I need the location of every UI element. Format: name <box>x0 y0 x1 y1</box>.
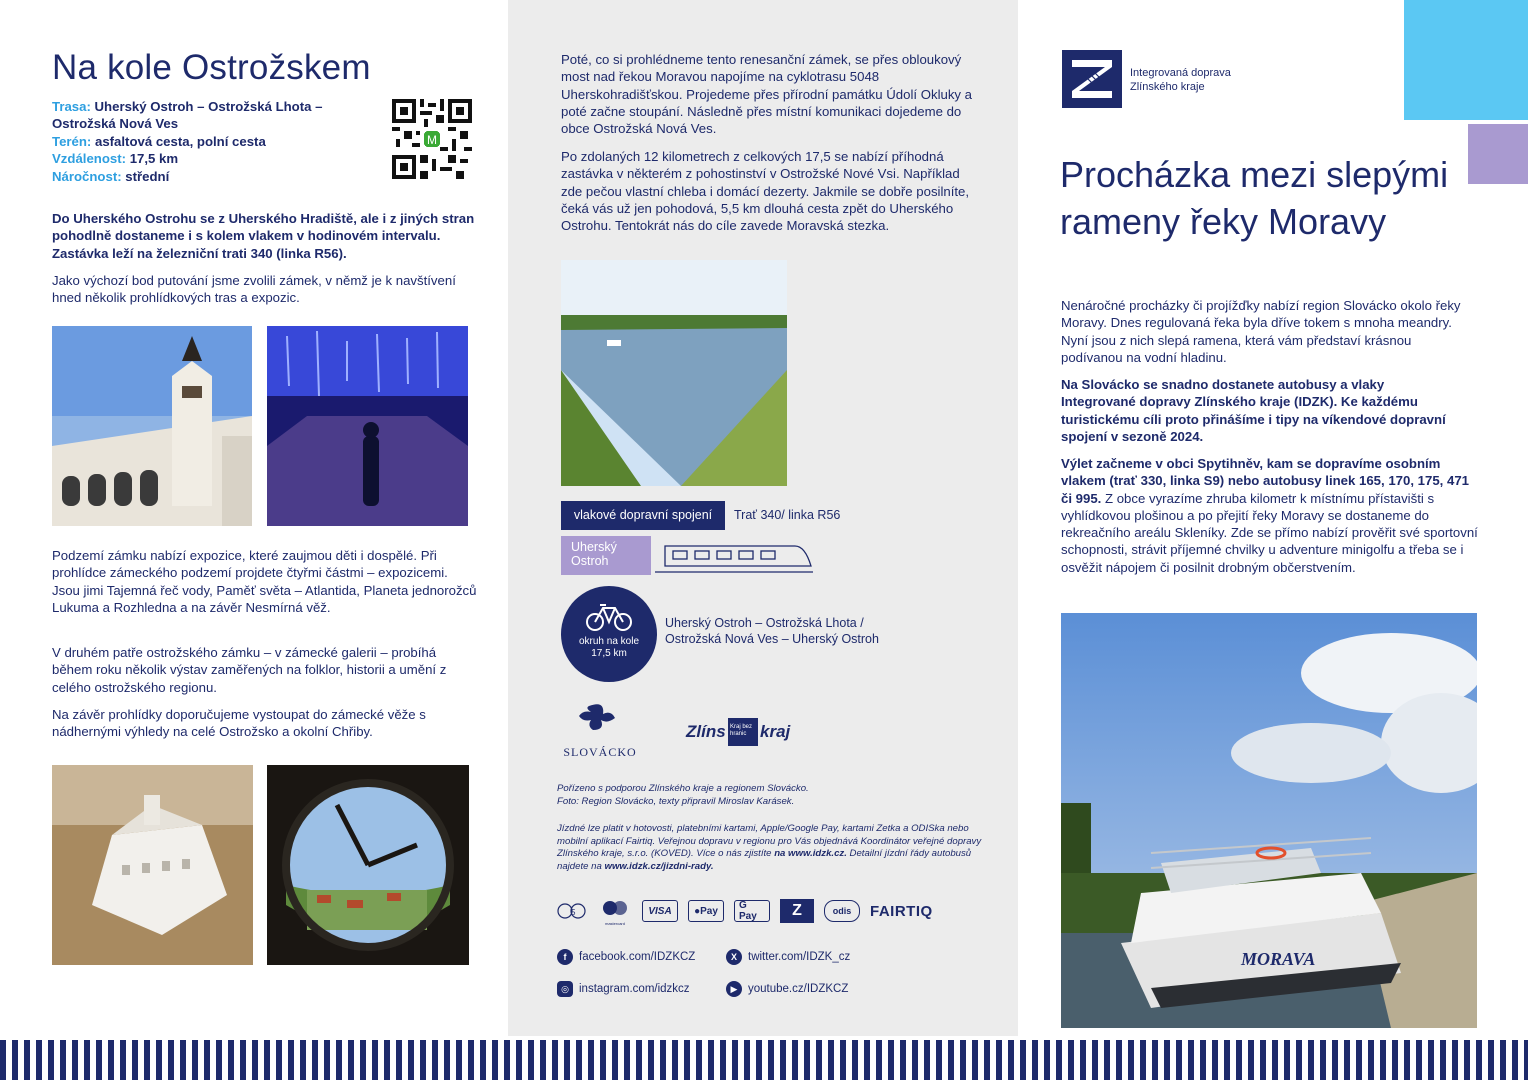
castle-model-photo <box>52 765 253 965</box>
boat-name-text: MORAVA <box>1241 949 1316 969</box>
difficulty-value: střední <box>125 168 170 184</box>
visa-icon: VISA <box>642 900 678 922</box>
twitter-link[interactable]: X twitter.com/IDZK_cz <box>726 949 850 965</box>
left-paragraph-4: V druhém patře ostrožského zámku – v zámecké galerii – probíhá během roku několik výstav zaměřených na folklor, historii a umění z celého ostrožského regionu. <box>52 645 447 695</box>
stop-name: Uherský Ostroh <box>561 536 651 575</box>
difficulty-label: Náročnost: <box>52 168 122 184</box>
left-intro: Do Uherského Ostrohu se z Uherského Hradiště, ale i z jiných stran pohodlně dostaneme i s kolem vlakem v hodinovém intervalu. Zastávka leží na železniční trati 340 (linka R56). <box>52 211 475 261</box>
x-twitter-icon: X <box>726 949 742 965</box>
mastercard-text: mastercard <box>604 921 625 926</box>
facebook-icon: f <box>557 949 573 965</box>
terrain-value: asfaltová cesta, polní cesta <box>95 133 266 149</box>
train-icon <box>655 536 813 576</box>
mid-paragraph-1: Poté, co si prohlédneme tento renesanční zámek, se přes obloukový most nad řekou Moravou napojíme na cyklotrasu 5048 Uherskohradišťskou. Projedeme přes přírodní památku Údolí Okluky a poté začne stoupání. Následně přes místní komunikaci dojedeme do obce Ostrožská Nová Ves. <box>561 52 973 137</box>
left-paragraph-5: Na závěr prohlídky doporučujeme vystoupat do zámecké věže s nádhernými výhledy na celé Ostrožsko a okolní Chřiby. <box>52 707 426 740</box>
left-paragraph-2: Jako výchozí bod putování jsme zvolili zámek, v němž je k navštívení hned několik prohlídkových tras a expozic. <box>52 273 456 306</box>
facebook-link[interactable]: f facebook.com/IDZKCZ <box>557 949 695 965</box>
bicycle-icon <box>585 602 633 632</box>
svg-text:5: 5 <box>571 908 576 917</box>
instagram-link[interactable]: ◎ instagram.com/idzkcz <box>557 981 690 997</box>
right-paragraph-3: Výlet začneme v obci Spytihněv, kam se dopravíme osobním vlakem (trať 330, linka S9) nebo autobusy linek 165, 170, 175, 471 či 995. Z obce vyrazíme zhruba kilometr k místnímu přístavišti s vyhlídkovou plošinou a po přejití řeky Moravy se dostaneme do rekreačního areálu Skleníky. Zde se přímo nabízí prověřit své sportovní schopnosti, strávit příjemné chvilky u adventure minigolfu a třeba se i osvěžit nápojem či posilnit drobným občerstvením. <box>1061 456 1478 575</box>
train-line: Trať 340/ linka R56 <box>734 508 841 522</box>
slovacko-text: SLOVÁCKO <box>563 745 637 759</box>
bike-label-2: 17,5 km <box>591 648 627 659</box>
right-paragraph-2: Na Slovácko se snadno dostanete autobusy a vlaky Integrované dopravy Zlínského kraje (IDZK). Ke každému turistickému cíli proto přinášíme i tipy na víkendové dopravní spojení v sezoně 2024. <box>1061 377 1446 444</box>
idzk-link[interactable]: na www.idzk.cz. <box>774 848 847 860</box>
slovacko-logo[interactable] <box>555 700 645 764</box>
bottom-stripe-border <box>0 1040 1528 1080</box>
mid-tickets-info <box>557 823 987 873</box>
youtube-icon: ▶ <box>726 981 742 997</box>
svg-text:M: M <box>427 132 437 147</box>
zetka-card-icon <box>556 900 588 922</box>
google-pay-icon: G Pay <box>734 900 770 922</box>
youtube-link[interactable]: ▶ youtube.cz/IDZKCZ <box>726 981 848 997</box>
distance-value: 17,5 km <box>129 151 179 167</box>
decorative-blue-block <box>1404 0 1528 120</box>
apple-pay-icon: ● Pay <box>688 900 724 922</box>
castle-tower-photo <box>52 326 252 526</box>
boat-morava-photo <box>1061 613 1477 1028</box>
tickets-line-1: Jízdné lze platit v hotovosti, platebními kartami, Apple/Google Pay, kartami Zetka a ODISka nebo mobilní aplikací Fairtiq. Veřejnou dopravu v regionu pro Vás objednává Koordinátor veřejné dopravy Zlínského kraje, s.r.o. (KOVED). Více o nás zjistíte <box>557 823 982 860</box>
mid-paragraph-2: Po zdolaných 12 kilometrech z celkových 17,5 se nabízí příhodná zastávka v některém z pohostinství v Ostrožské Nové Vsi. Například zde pečou vlastní chleba i domácí dezerty. Jakmile se dobře posilníte, čeká vás už jen pohodová, 5,5 km dlouhá cesta zpět do Uherského Ostrohu. Tentokrát nás do cíle zavede Moravská stezka. <box>561 149 970 234</box>
train-connection-label: vlakové dopravní spojení <box>561 501 725 530</box>
instagram-icon: ◎ <box>557 981 573 997</box>
route-value: Uherský Ostroh – Ostrožská Lhota – Ostrožská Nová Ves <box>52 99 323 132</box>
credit-line-2: Foto: Region Slovácko, texty připravil Miroslav Karásek. <box>557 795 795 807</box>
left-title: Na kole Ostrožskem <box>52 48 371 87</box>
route-label: Trasa: <box>52 99 91 114</box>
zlinsky-left: Zlíns <box>686 722 726 741</box>
apple-logo-icon: ● <box>694 905 701 917</box>
idzk-z-icon: Z <box>780 899 814 923</box>
timetables-link[interactable]: www.idzk.cz/jizdni-rady. <box>604 860 714 872</box>
idzk-logo[interactable] <box>1062 50 1122 108</box>
zlinsky-right: kraj <box>760 722 791 741</box>
left-paragraph-3: Podzemí zámku nabízí expozice, které zaujmou děti i dospělé. Při prohlídce zámeckého podzemí projdete čtyřmi částmi – expozicemi. Jsou jimi Tajemná řeč vody, Paměť světa – Atlantida, Planeta jednorožců Lukuma a Rozhledna a na závěr Nesmírná věž. <box>52 548 477 615</box>
right-paragraph-1: Nenáročné procházky či projížďky nabízí region Slovácko okolo řeky Moravy. Dnes regulovaná řeka byla dříve tokem s mnoha meandry. Nyní jsou z nich slepá ramena, která vám představí krásnou podívanou na vodní hladinu. <box>1061 298 1461 365</box>
river-photo <box>561 260 787 486</box>
idzk-line-1: Integrovaná doprava <box>1130 67 1231 79</box>
payment-methods <box>556 897 986 925</box>
terrain-label: Terén: <box>52 133 92 149</box>
idzk-line-2: Zlínského kraje <box>1130 81 1205 93</box>
fairtiq-logo: FAIRTIQ <box>870 902 933 920</box>
distance-label: Vzdálenost: <box>52 151 127 167</box>
right-title: Procházka mezi slepými rameny řeky Moravy <box>1060 154 1449 242</box>
idzk-name <box>1130 66 1231 94</box>
mid-credit <box>557 783 977 808</box>
bike-circuit-badge <box>561 586 657 682</box>
bike-label-1: okruh na kole <box>578 636 640 647</box>
route-info <box>52 98 372 185</box>
zlinsky-box: Kraj bez hranic <box>728 718 758 746</box>
tower-clock-view-photo <box>267 765 469 965</box>
underground-exhibition-photo <box>267 326 468 526</box>
credit-line-1: Pořízeno s podporou Zlínského kraje a regionem Slovácko. <box>557 783 809 794</box>
odis-icon: odis <box>824 900 860 922</box>
mastercard-icon <box>598 900 632 926</box>
bike-route: Uherský Ostroh – Ostrožská Lhota / Ostrožská Nová Ves – Uherský Ostroh <box>665 616 879 646</box>
tickets-line-2: Detailní jízdní řády autobusů najdete na <box>557 848 972 872</box>
zlinsky-kraj-logo[interactable] <box>686 716 798 752</box>
qr-code[interactable] <box>392 99 472 179</box>
